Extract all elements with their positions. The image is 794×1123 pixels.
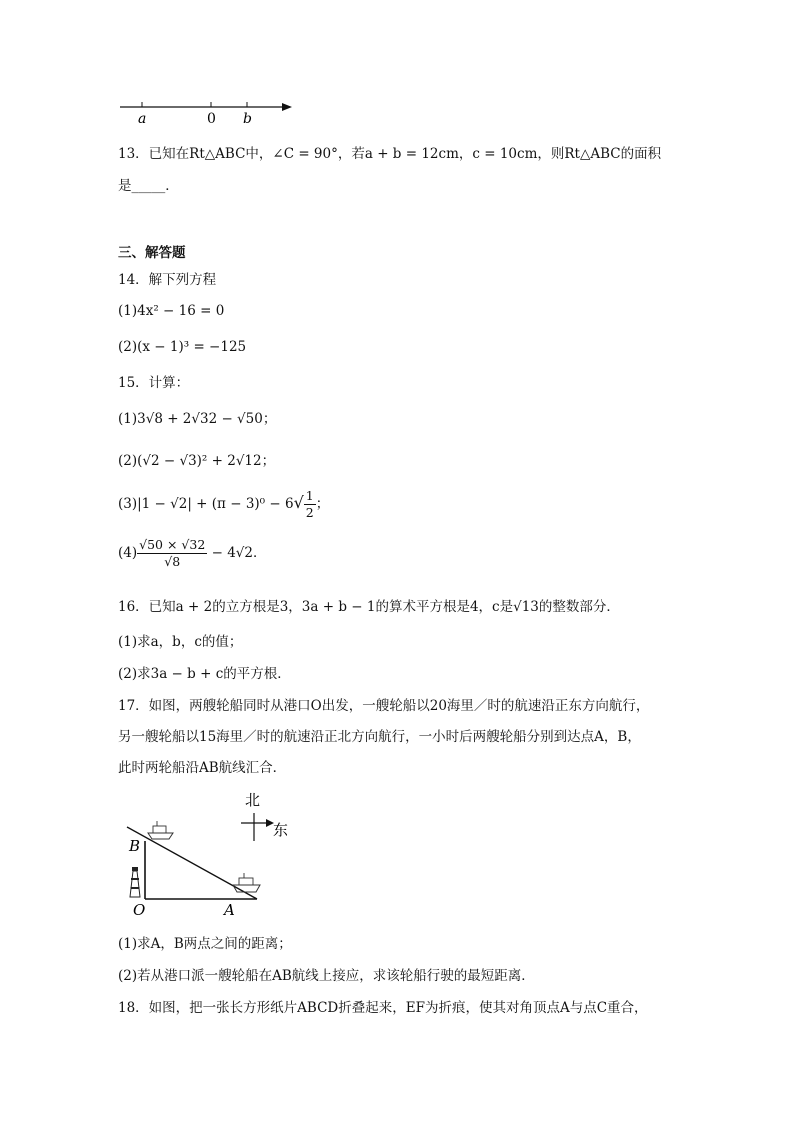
lighthouse-icon bbox=[130, 867, 140, 897]
q15-part4-prefix: (4) bbox=[118, 545, 138, 561]
q15-part3-suffix: ； bbox=[315, 496, 330, 512]
q16-part2: (2)求3a − b + c的平方根． bbox=[118, 666, 291, 682]
east-label: 东 bbox=[273, 821, 289, 839]
q15-part3-prefix: (3)|1 − √2| + (π − 3)⁰ − 6 bbox=[118, 496, 294, 512]
point-A-label: A bbox=[224, 901, 235, 919]
north-label: 北 bbox=[245, 791, 261, 809]
section-title: 三、解答题 bbox=[118, 245, 186, 261]
ship-icon-north bbox=[148, 821, 173, 839]
q16-part1: (1)求a，b，c的值； bbox=[118, 634, 243, 650]
q17-figure bbox=[115, 785, 315, 920]
side-AB bbox=[127, 827, 257, 899]
ship-icon-east bbox=[233, 873, 260, 892]
point-B-label: B bbox=[129, 837, 141, 855]
q14-part1: (1)4x² − 16 = 0 bbox=[118, 303, 225, 319]
fraction-denominator: 2 bbox=[305, 505, 314, 520]
fraction-numerator: √50 × √32 bbox=[139, 537, 206, 552]
fraction-numerator: 1 bbox=[305, 488, 314, 503]
q15-part4 bbox=[118, 533, 266, 573]
point-O-label: O bbox=[133, 901, 146, 919]
q14-title: 14．解下列方程 bbox=[118, 272, 217, 288]
label-b: b bbox=[243, 111, 252, 127]
q17-part1: (1)求A，B两点之间的距离； bbox=[118, 936, 292, 952]
q18-line1: 18．如图，把一张长方形纸片ABCD折叠起来，EF为折痕，使其对角顶点A与点C重合， bbox=[118, 1000, 648, 1016]
number-line bbox=[110, 95, 310, 130]
q13-line2: 是_____． bbox=[118, 178, 179, 194]
q15-part1: (1)3√8 + 2√32 − √50； bbox=[118, 411, 277, 427]
fraction-denominator: √8 bbox=[164, 554, 181, 569]
q14-part2: (2)(x − 1)³ = −125 bbox=[118, 339, 247, 355]
q15-part4-fraction bbox=[137, 537, 207, 570]
q17-line2: 另一艘轮船以15海里／时的航速沿正北方向航行，一小时后两艘轮船分别到达点A，B， bbox=[118, 729, 641, 745]
sqrt-sign-icon: √ bbox=[293, 493, 304, 512]
q16-title: 16．已知a + 2的立方根是3，3a + b − 1的算术平方根是4，c是√13的整数部分． bbox=[118, 599, 620, 615]
q15-title: 15．计算： bbox=[118, 375, 190, 391]
q13-line1: 13．已知在Rt△ABC中，∠C = 90°，若a + b = 12cm，c = 10cm，则Rt△ABC的面积 bbox=[118, 146, 662, 162]
q17-line1: 17．如图，两艘轮船同时从港口O出发，一艘轮船以20海里／时的航速沿正东方向航行， bbox=[118, 698, 650, 714]
q17-line3: 此时两轮船沿AB航线汇合． bbox=[118, 760, 287, 776]
label-0: 0 bbox=[207, 111, 216, 127]
arrow-head-icon bbox=[282, 103, 292, 111]
q17-part2: (2)若从港口派一艘轮船在AB航线上接应，求该轮船行驶的最短距离． bbox=[118, 968, 535, 984]
q15-part3-fraction bbox=[304, 488, 316, 521]
q15-part3 bbox=[118, 486, 329, 521]
q15-part4-suffix: − 4√2． bbox=[207, 545, 267, 561]
q15-part2: (2)(√2 − √3)² + 2√12； bbox=[118, 453, 276, 469]
label-a: a bbox=[138, 111, 147, 127]
